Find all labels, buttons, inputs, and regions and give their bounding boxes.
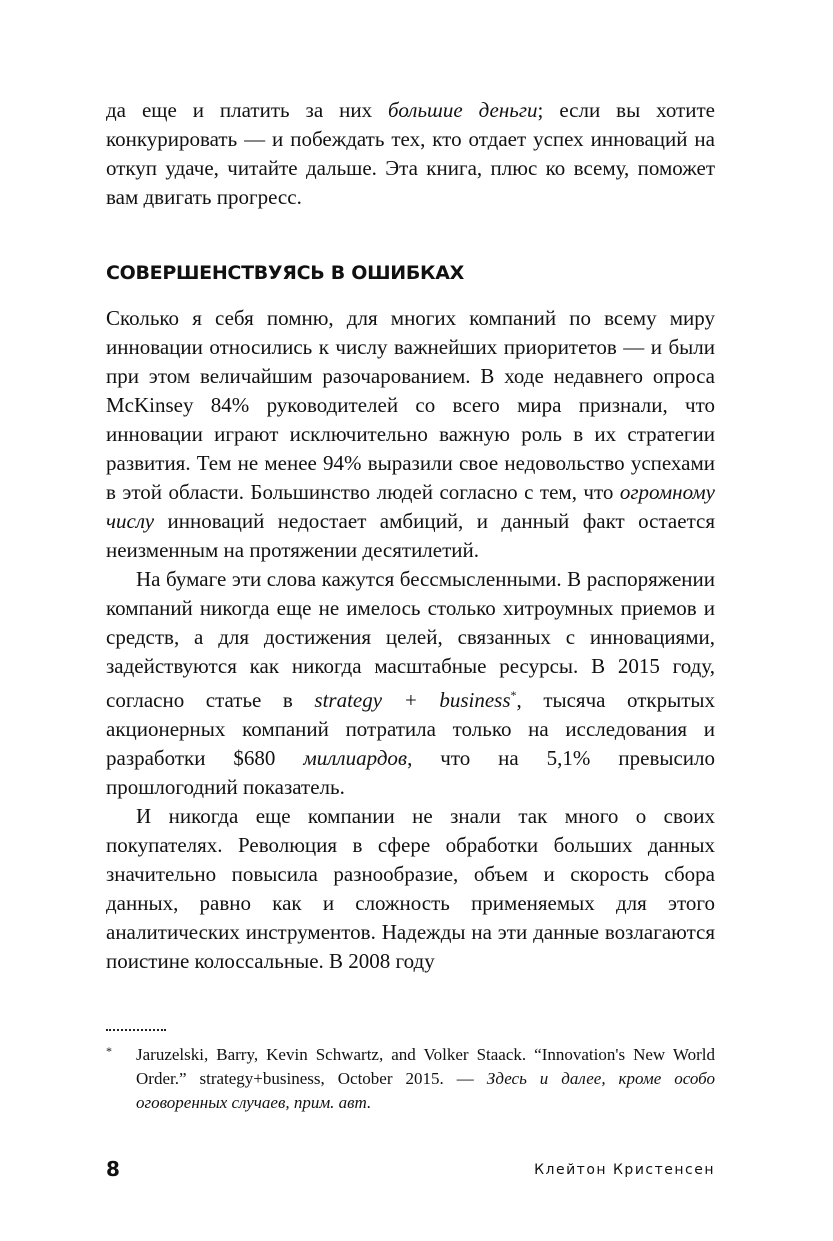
paragraph-1 <box>106 304 715 565</box>
footnote <box>106 1043 715 1115</box>
intro-text-after: ; если вы хотите конкурировать — и побеждать тех, кто отдает успех инноваций на откуп удаче, читайте дальше. Эта книга, плюс ко всему, поможет вам двигать прогресс. <box>106 98 715 209</box>
footnote-reference: * <box>510 688 517 702</box>
section-heading: СОВЕРШЕНСТВУЯСЬ В ОШИБКАХ <box>106 262 465 284</box>
paragraph-2 <box>106 565 715 802</box>
section-body <box>106 304 715 976</box>
paragraph-2-text-a: На бумаге эти слова кажутся бессмысленными. В распоряжении компаний никогда еще не имелось столько хитроумных приемов и средств, а для достижения целей, связанных с инновациями, задействуются как никогда масштабные ресурсы. В 2015 году, согласно статье в <box>106 567 715 712</box>
footnote-mark: * <box>106 1044 112 1058</box>
footnote-citation: Jaruzelski, Barry, Kevin Schwartz, and Volker Staack. “Innovation's New World Order.” strategy+business, October 2015. — <box>136 1045 715 1088</box>
paragraph-1-text-b: инноваций недостает амбиций, и данный факт остается неизменным на протяжении десятилетий. <box>106 509 715 562</box>
paragraph-2-emphasis: миллиардов <box>303 746 408 770</box>
paragraph-1-emphasis: огромному числу <box>106 480 715 533</box>
intro-text-before: да еще и платить за них <box>106 98 389 122</box>
intro-paragraph <box>106 96 715 212</box>
footnote-note: Здесь и далее, кроме особо оговоренных случаев, прим. авт. <box>136 1069 715 1112</box>
paragraph-3: И никогда еще компании не знали так много о своих покупателях. Революция в сфере обработки больших данных значительно повысила разнообразие, объем и скорость сбора данных, равно как и сложность применяемых для этого аналитических инструментов. Надежды на эти данные возлагаются поистине колоссальные. В 2008 году <box>106 804 715 973</box>
paragraph-2-text-c: , что на 5,1% превысило прошлогодний показатель. <box>106 746 716 799</box>
journal-title: strategy + business <box>314 688 511 712</box>
paragraph-1-text-a: Сколько я себя помню, для многих компаний по всему миру инновации относились к числу важнейших приоритетов — и были при этом величайшим разочарованием. В ходе недавнего опроса McKinsey 84% руководителей со всего мира признали, что инновации играют исключительно важную роль в их стратегии развития. Тем не менее 94% выразили свое недовольство успехами в этой области. Большинство людей согласно с тем, что <box>106 306 715 504</box>
footnote-divider <box>106 1029 166 1031</box>
page-number: 8 <box>106 1157 120 1181</box>
running-head-author: Клейтон Кристенсен <box>534 1162 715 1178</box>
footnote-text <box>136 1043 715 1115</box>
paragraph-2-text-b: , тысяча открытых акционерных компаний потратила только на исследования и разработки $680 <box>106 688 716 770</box>
intro-emphasis: большие деньги <box>388 98 538 122</box>
